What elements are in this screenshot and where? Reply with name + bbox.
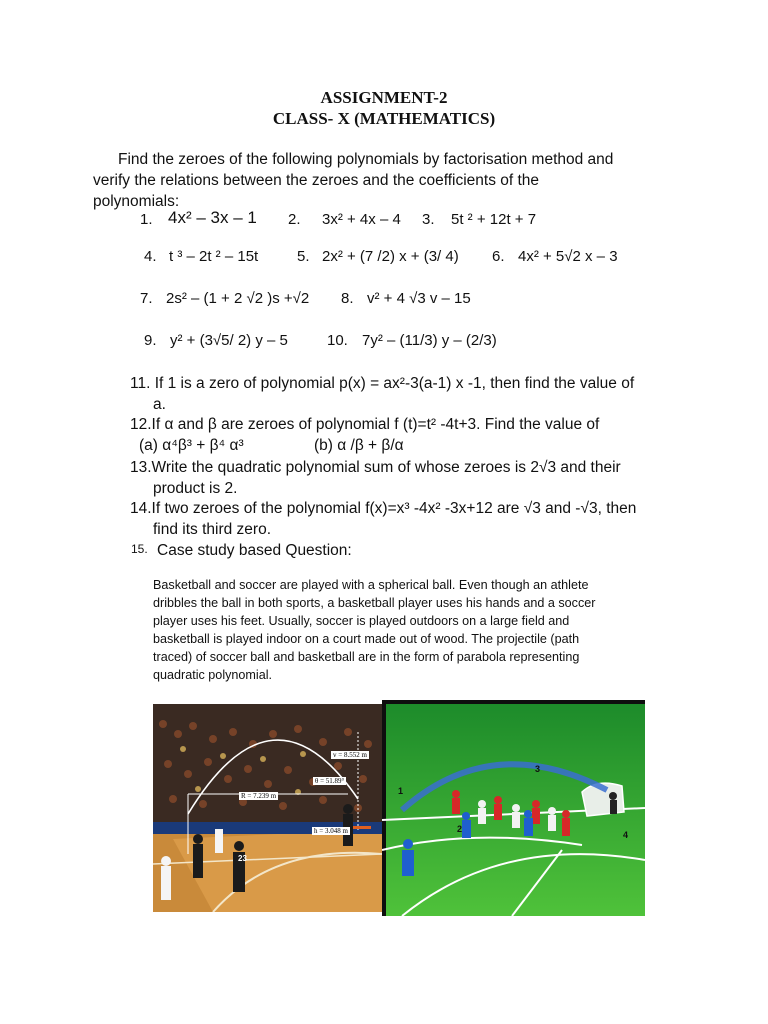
jersey-number: 23 <box>238 854 247 863</box>
poly-4: t ³ – 2t ² – 15t <box>169 248 259 265</box>
poly-number-6: 6. <box>492 248 505 265</box>
question-11-line-1: 11. If 1 is a zero of polynomial p(x) = ax²-3(a-1) x -1, then find the value of <box>130 375 635 392</box>
poly-number-2: 2. <box>288 211 301 228</box>
angle-label: θ = 51.89° <box>315 777 345 785</box>
question-12-part-a: (a) α⁴β³ + β⁴ α³ <box>139 437 244 454</box>
poly-8: v² + 4 √3 v – 15 <box>367 290 471 307</box>
case-study-line-4: basketball is played indoor on a court made out of wood. The projectile (path <box>153 632 580 646</box>
case-study-line-5: traced) of soccer ball and basketball are in the form of parabola representing <box>153 650 580 664</box>
basketball-scene-graphic <box>153 704 382 912</box>
case-study-line-2: dribbles the ball in both sports, a basketball player uses his hands and a soccer <box>153 596 596 610</box>
poly-number-1: 1. <box>140 211 153 228</box>
poly-5: 2x² + (7 /2) x + (3/ 4) <box>322 248 459 265</box>
poly-3: 5t ² + 12t + 7 <box>451 211 537 228</box>
poly-1: 4x² – 3x – 1 <box>168 208 257 227</box>
question-12-part-b: (b) α /β + β/α <box>314 437 404 454</box>
case-study-line-3: player uses his feet. Usually, soccer is played outdoors on a large field and <box>153 614 570 628</box>
poly-number-7: 7. <box>140 290 153 307</box>
range-label: R = 7.239 m <box>241 792 277 800</box>
question-15-number: 15. <box>131 542 148 556</box>
poly-number-4: 4. <box>144 248 157 265</box>
poly-7: 2s² – (1 + 2 √2 )s +√2 <box>166 290 310 307</box>
case-study-line-6: quadratic polynomial. <box>153 668 273 682</box>
poly-number-9: 9. <box>144 332 157 349</box>
class-subtitle: CLASS- X (MATHEMATICS) <box>272 109 496 128</box>
poly-number-10: 10. <box>327 332 348 349</box>
poly-10: 7y² – (11/3) y – (2/3) <box>362 332 497 349</box>
assignment-title: ASSIGNMENT-2 <box>320 88 448 107</box>
question-12-line-1: 12.If α and β are zeroes of polynomial f (t)=t² -4t+3. Find the value of <box>130 416 600 433</box>
soccer-label-1: 1 <box>398 786 404 796</box>
poly-number-3: 3. <box>422 211 435 228</box>
intro-line-2: verify the relations between the zeroes and the coefficients of the <box>93 172 540 189</box>
poly-number-5: 5. <box>297 248 310 265</box>
poly-number-8: 8. <box>341 290 354 307</box>
soccer-label-2: 2 <box>457 824 463 834</box>
intro-line-1: Find the zeroes of the following polynomials by factorisation method and <box>118 151 614 168</box>
question-15-text: Case study based Question: <box>157 542 352 559</box>
question-13-line-2: product is 2. <box>153 480 238 497</box>
question-14-line-1: 14.If two zeroes of the polynomial f(x)=x³ -4x² -3x+12 are √3 and -√3, then <box>130 500 637 517</box>
soccer-label-3: 3 <box>535 764 541 774</box>
poly-6: 4x² + 5√2 x – 3 <box>518 248 618 265</box>
soccer-label-4: 4 <box>623 830 629 840</box>
question-14-line-2: find its third zero. <box>153 521 272 538</box>
intro-line-3: polynomials: <box>93 193 180 210</box>
basketball-image <box>153 704 382 912</box>
poly-2: 3x² + 4x – 4 <box>322 211 401 228</box>
poly-9: y² + (3√5/ 2) y – 5 <box>170 332 288 349</box>
case-study-line-1: Basketball and soccer are played with a spherical ball. Even though an athlete <box>153 578 589 592</box>
question-11-line-2: a. <box>153 396 166 413</box>
question-13-line-1: 13.Write the quadratic polynomial sum of whose zeroes is 2√3 and their <box>130 459 621 476</box>
soccer-scene-graphic <box>382 700 645 916</box>
soccer-image <box>382 700 645 916</box>
height-label: h = 3.048 m <box>314 827 348 835</box>
velocity-label: v = 8.552 m <box>333 751 367 759</box>
